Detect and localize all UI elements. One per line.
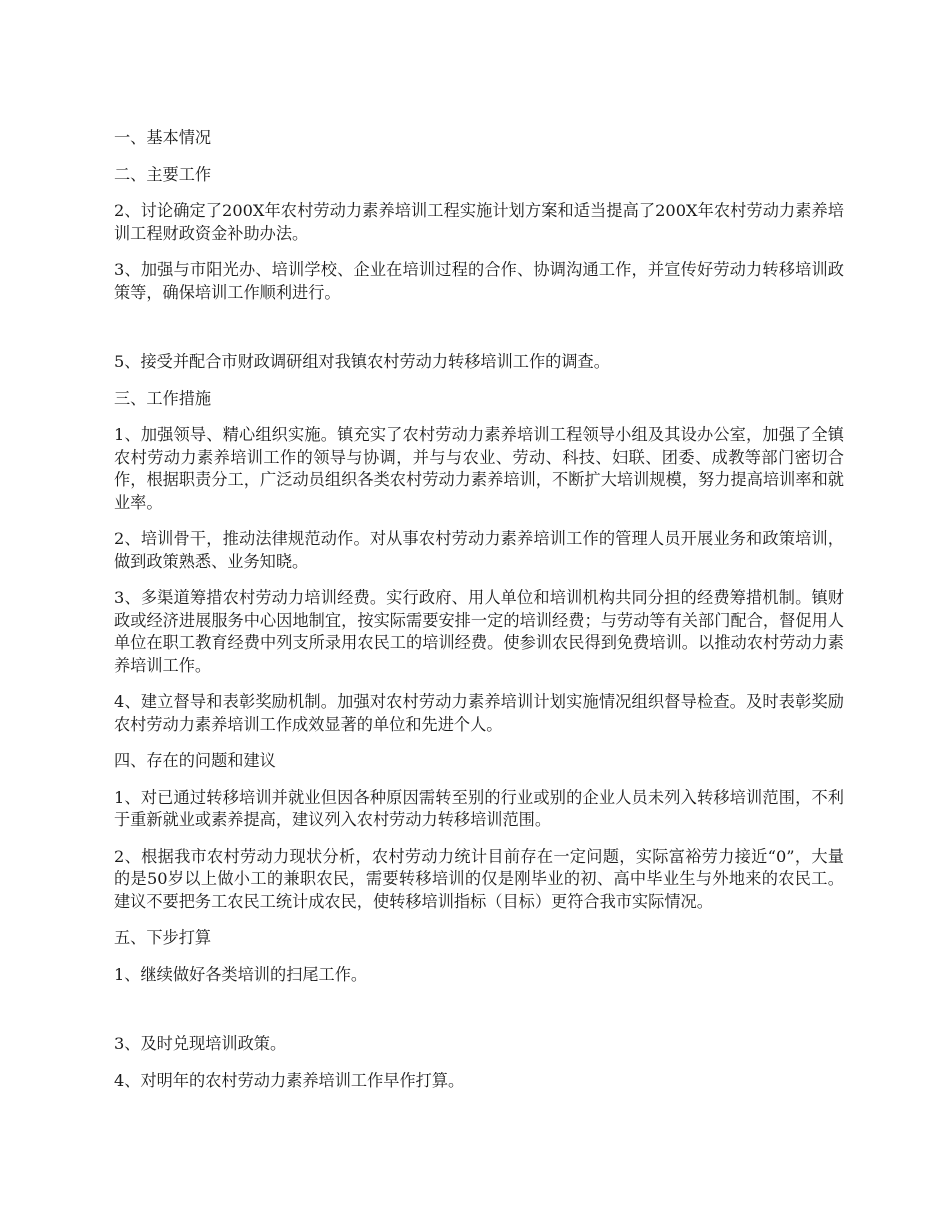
paragraph-measure-1: 1、加强领导、精心组织实施。镇充实了农村劳动力素养培训工程领导小组及其设办公室，加强了全镇农村劳动力素养培训工作的领导与协调，并与与农业、劳动、科技、妇联、团委、成教等部门密切合作，根据职责分工，广泛动员组织各类农村劳动力素养培训，不断扩大培训规模，努力提高培训率和就业率。 bbox=[114, 425, 844, 512]
paragraph-measure-2: 2、培训骨干，推动法律规范动作。对从事农村劳动力素养培训工作的管理人员开展业务和政策培训，做到政策熟悉、业务知晓。 bbox=[114, 529, 844, 571]
paragraph-measure-4: 4、建立督导和表彰奖励机制。加强对农村劳动力素养培训计划实施情况组织督导检查。及时表彰奖励农村劳动力素养培训工作成效显著的单位和先进个人。 bbox=[114, 692, 844, 734]
paragraph-work-3: 3、加强与市阳光办、培训学校、企业在培训过程的合作、协调沟通工作，并宣传好劳动力转移培训政策等，确保培训工作顺利进行。 bbox=[114, 260, 844, 302]
paragraph-next-4: 4、对明年的农村劳动力素养培训工作早作打算。 bbox=[114, 1070, 465, 1090]
section-heading-measures: 三、工作措施 bbox=[114, 388, 212, 408]
section-heading-basic: 一、基本情况 bbox=[114, 128, 212, 147]
paragraph-problem-2: 2、根据我市农村劳动力现状分析，农村劳动力统计目前存在一定问题，实际富裕劳力接近“0”，大量的是50岁以上做小工的兼职农民，需要转移培训的仅是刚毕业的初、高中毕业生与外地来的农民工。建议不要把务工农民工统计成农民，使转移培训指标（目标）更符合我市实际情况。 bbox=[114, 846, 844, 911]
paragraph-work-2: 2、讨论确定了200X年农村劳动力素养培训工程实施计划方案和适当提高了200X年农村劳动力素养培训工程财政资金补助办法。 bbox=[114, 201, 844, 243]
paragraph-next-1: 1、继续做好各类培训的扫尾工作。 bbox=[114, 964, 368, 984]
document-body bbox=[114, 127, 844, 1106]
blank-gap bbox=[114, 1000, 844, 1033]
paragraph-work-5: 5、接受并配合市财政调研组对我镇农村劳动力转移培训工作的调查。 bbox=[114, 352, 610, 371]
blank-gap bbox=[114, 318, 844, 351]
paragraph-problem-1: 1、对已通过转移培训并就业但因各种原因需转至别的行业或别的企业人员未列入转移培训范围，不利于重新就业或素养提高，建议列入农村劳动力转移培训范围。 bbox=[114, 787, 844, 829]
paragraph-measure-3: 3、多渠道筹措农村劳动力培训经费。实行政府、用人单位和培训机构共同分担的经费筹措机制。镇财政或经济进展服务中心因地制宜，按实际需要安排一定的培训经费；与劳动等有关部门配合，督促用人单位在职工教育经费中列支所录用农民工的培训经费。使参训农民得到免费培训。以推动农村劳动力素养培训工作。 bbox=[114, 588, 844, 675]
paragraph-next-3: 3、及时兑现培训政策。 bbox=[114, 1034, 287, 1053]
section-heading-main-work: 二、主要工作 bbox=[114, 164, 212, 184]
section-heading-problems: 四、存在的问题和建议 bbox=[114, 751, 276, 770]
section-heading-next-steps: 五、下步打算 bbox=[114, 928, 212, 947]
